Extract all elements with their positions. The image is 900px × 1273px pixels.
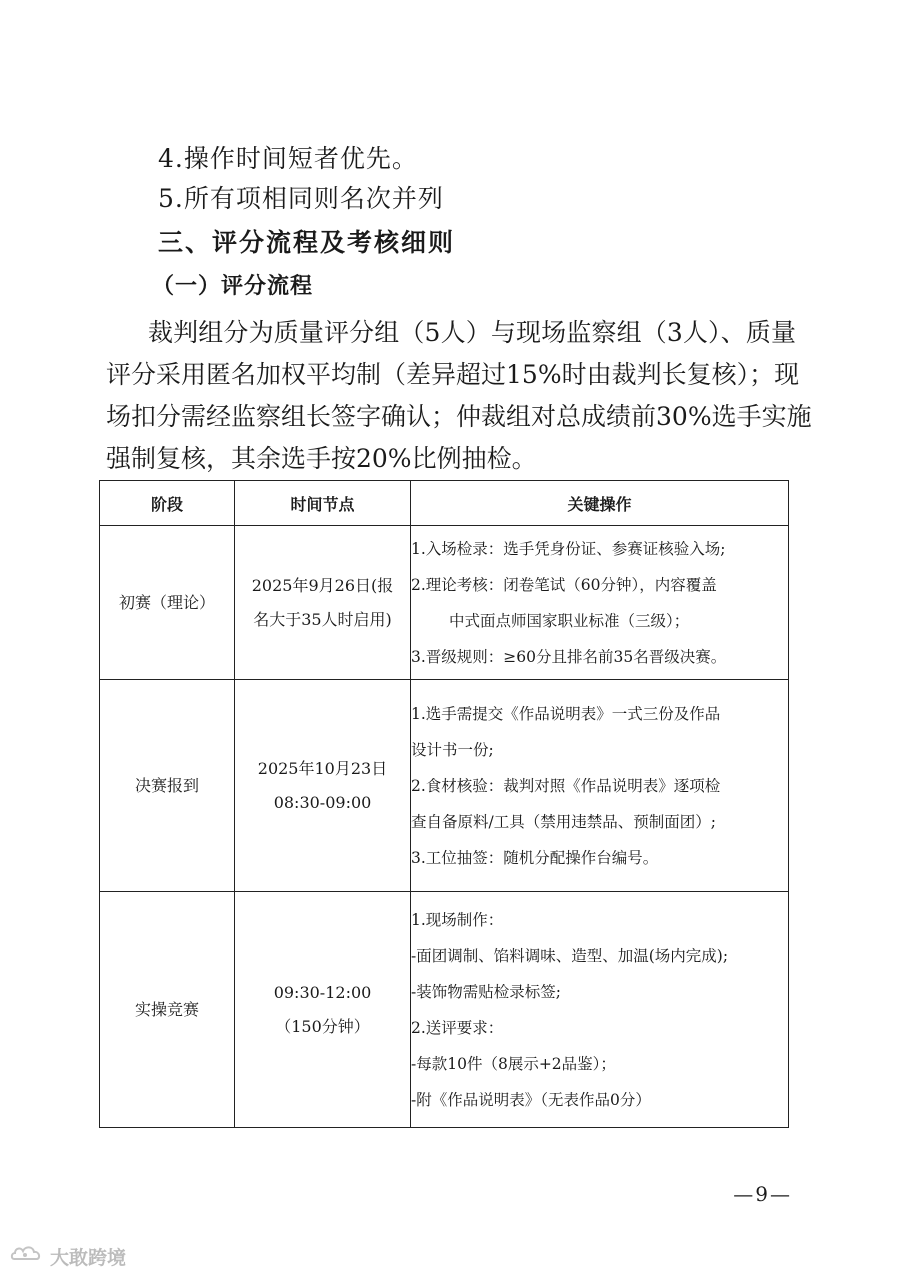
cloud-logo-icon	[10, 1243, 46, 1270]
watermark-text: 大敢跨境	[50, 1247, 127, 1269]
operation-line: 3.工位抽签：随机分配操作台编号。	[411, 848, 659, 867]
time-line: 2025年10月23日	[257, 758, 388, 778]
table-row	[100, 680, 789, 892]
stage-cell: 初赛（理论）	[100, 526, 235, 680]
stage-cell: 决赛报到	[100, 680, 235, 892]
paragraph-line: 强制复核，其余选手按20%比例抽检。	[106, 444, 537, 473]
table-header-row	[100, 481, 789, 526]
table-row	[100, 892, 789, 1128]
operation-line: 2.送评要求：	[411, 1018, 504, 1037]
scoring-schedule-table	[99, 480, 789, 1128]
operation-line: -附《作品说明表》（无表作品0分）	[411, 1090, 651, 1109]
header-time: 时间节点	[235, 481, 411, 526]
paragraph-line: 场扣分需经监察组长签字确认；仲裁组对总成绩前30%选手实施	[106, 402, 812, 431]
operation-line: -每款10件（8展示+2品鉴）；	[411, 1054, 616, 1073]
operation-line: 1.入场检录：选手凭身份证、参赛证核验入场;	[411, 539, 726, 558]
subsection-heading: （一）评分流程	[152, 274, 314, 299]
operations-cell	[411, 526, 789, 680]
paragraph-line: 评分采用匿名加权平均制（差异超过15%时由裁判长复核）；现	[106, 360, 800, 389]
rule-item-4: 4.操作时间短者优先。	[158, 144, 418, 173]
operation-line: 3.晋级规则：≥60分且排名前35名晋级决赛。	[411, 647, 727, 666]
time-line: 08:30-09:00	[273, 792, 372, 812]
time-line: 2025年9月26日(报	[251, 575, 394, 595]
section-heading: 三、评分流程及考核细则	[158, 228, 456, 257]
operations-cell	[411, 680, 789, 892]
rule-item-5: 5.所有项相同则名次并列	[158, 184, 444, 213]
header-operations: 关键操作	[411, 481, 789, 526]
operation-line: -装饰物需贴检录标签;	[411, 982, 561, 1001]
operation-line: 中式面点师国家职业标准（三级）；	[449, 611, 690, 630]
time-cell	[235, 892, 411, 1128]
operation-line: 1.选手需提交《作品说明表》一式三份及作品	[411, 704, 721, 723]
operation-line: -面团调制、馅料调味、造型、加温(场内完成);	[411, 946, 729, 965]
operation-line: 1.现场制作：	[411, 910, 504, 929]
time-line: 09:30-12:00	[273, 982, 372, 1002]
operation-line: 2.理论考核：闭卷笔试（60分钟），内容覆盖	[411, 575, 717, 594]
paragraph-line: 裁判组分为质量评分组（5人）与现场监察组（3人）、质量	[148, 318, 796, 347]
watermark	[10, 1243, 126, 1270]
time-line: （150分钟）	[275, 1016, 370, 1036]
operation-line: 查自备原料/工具（禁用违禁品、预制面团）;	[411, 812, 716, 831]
stage-cell: 实操竞赛	[100, 892, 235, 1128]
page-number: —9—	[733, 1182, 792, 1206]
header-stage: 阶段	[100, 481, 235, 526]
operation-line: 设计书一份;	[411, 740, 494, 759]
time-cell	[235, 680, 411, 892]
time-cell	[235, 526, 411, 680]
operations-cell	[411, 892, 789, 1128]
table-row	[100, 526, 789, 680]
time-line: 名大于35人时启用)	[253, 609, 392, 629]
operation-line: 2.食材核验：裁判对照《作品说明表》逐项检	[411, 776, 721, 795]
